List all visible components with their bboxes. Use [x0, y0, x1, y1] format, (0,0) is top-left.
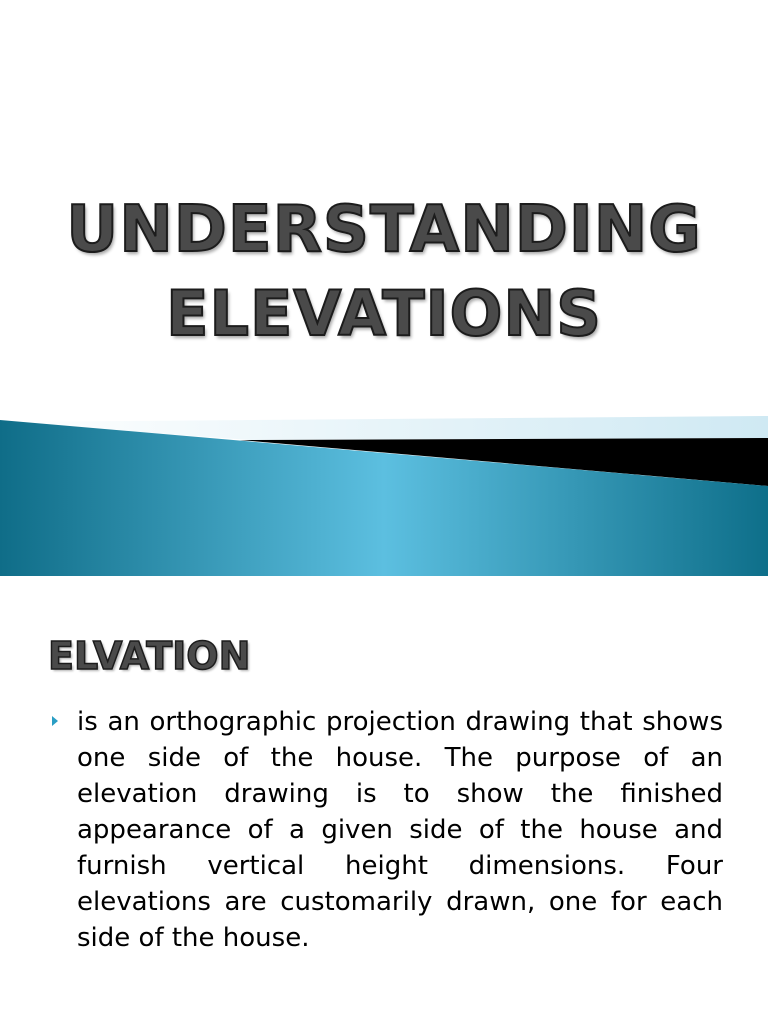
title-block [0, 188, 768, 356]
title-line-2: ELEVATIONS [166, 277, 602, 350]
decorative-banner [0, 400, 768, 576]
definition-slide [0, 576, 768, 1024]
title-line-1: UNDERSTANDING [66, 193, 702, 267]
bullet-text: is an orthographic projection drawing that shows one side of the house. The purpose of an elevation drawing is to show the finished appearance of a given side of the house and furnish vertical height dimensions. Four elevations are customarily drawn, one for each side of the house. [77, 707, 723, 953]
slide-heading: ELVATION [48, 634, 251, 678]
bullet-arrow-icon [52, 716, 58, 726]
